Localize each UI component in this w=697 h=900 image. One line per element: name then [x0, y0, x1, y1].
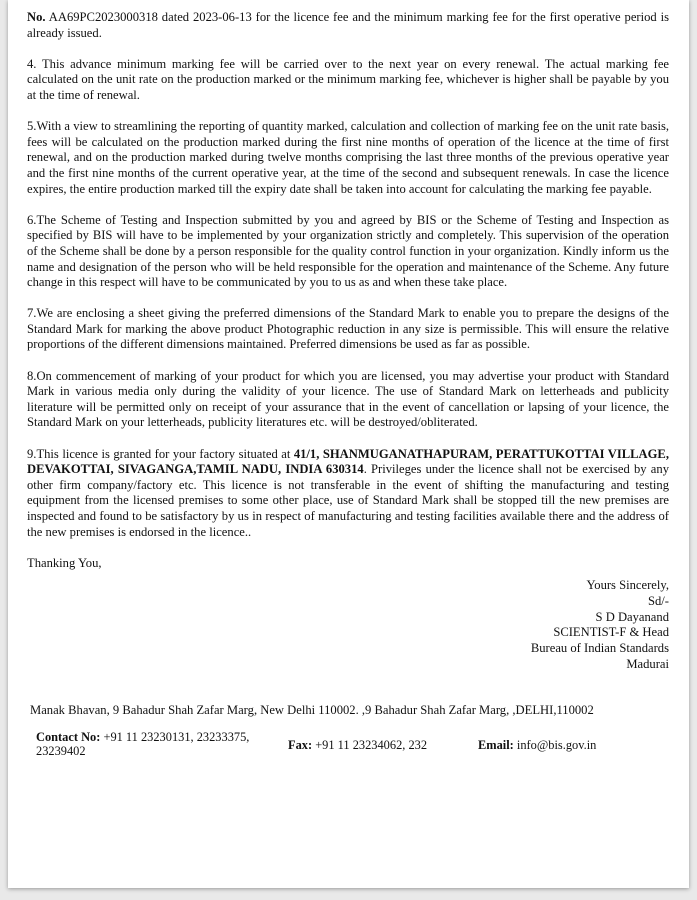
fax-label: Fax:	[288, 738, 313, 753]
invoice-reference-text: AA69PC2023000318 dated 2023-06-13 for the licence fee and the minimum marking fee for the first operative period is already issued.	[27, 10, 669, 40]
email-label: Email:	[478, 738, 514, 753]
footer-address: Manak Bhavan, 9 Bahadur Shah Zafar Marg, New Delhi 110002. ,9 Bahadur Shah Zafar Marg, ,DELHI,110002	[30, 702, 594, 717]
paragraph-9-conditions: . Privileges under the licence shall not be exercised by any other firm company/factory etc. This licence is not transferable in the event of shifting the manufacturing and testing equipment from the licensed premises to some other place, use of Standard Mark shall be stopped till the new premises are inspected and found to be satisfactory by us in respect of manufacturing and testing facilities available there and the address of the new premises is endorsed in the licence..	[27, 462, 669, 539]
invoice-number-label: No.	[27, 10, 46, 24]
contact-label: Contact No:	[36, 730, 101, 745]
signatory-name: S D Dayanand	[595, 609, 669, 624]
paragraph-7-standard-mark: 7.We are enclosing a sheet giving the preferred dimensions of the Standard Mark to enable you to prepare the designs of the Standard Mark for marking the above product Photographic reduction in any size is permissible. This will ensure the relative proportions of the different dimensions maintained. Preferred dimensions be used as far as possible.	[27, 306, 669, 352]
document-page	[8, 0, 689, 888]
paragraph-8-advertising: 8.On commencement of marking of your product for which you are licensed, you may advertise your product with Standard Mark in various media only during the validity of your licence. The use of Standard Mark on letterheads and publicity literature will be permitted only on receipt of your assurance that in the event of cancellation or lapsing of your licence, the Standard Mark on your letterheads, publicity literatures etc. will be destroyed/obliterated.	[27, 368, 669, 430]
footer-email	[478, 730, 596, 758]
footer-contact	[36, 730, 288, 758]
signature-salutation: Yours Sincerely,	[586, 578, 669, 593]
signatory-city: Madurai	[626, 656, 669, 671]
closing-line: Thanking You,	[27, 555, 102, 570]
signature-sd: Sd/-	[648, 594, 669, 609]
paragraph-9-intro: 9.This licence is granted for your factory situated at	[27, 446, 294, 461]
email-value: info@bis.gov.in	[513, 738, 597, 753]
contact-value: +91 11 23230131, 23233375, 23239402	[36, 730, 250, 759]
fax-value: +91 11 23234062, 232	[312, 738, 428, 753]
paragraph-4-advance-fee: 4. This advance minimum marking fee will be carried over to the next year on every renewal. The actual marking fee calculated on the unit rate on the production marked or the minimum marking fee, whichever is higher shall be payable by you at the time of renewal.	[27, 56, 669, 102]
footer-fax	[288, 730, 478, 758]
signatory-designation: SCIENTIST-F & Head	[553, 625, 669, 640]
paragraph-6-scheme-testing: 6.The Scheme of Testing and Inspection submitted by you and agreed by BIS or the Scheme of Testing and Inspection as specified by BIS will have to be implemented by your organization strictly and completely. This supervision of the operation of the Scheme shall be done by a person responsible for the quality control function in your organization. Kindly inform us the name and designation of the person who will be held responsible for the operation and maintenance of the Scheme. Any future change in this respect will have to be communicated by you to us as and when these take place.	[27, 212, 669, 290]
signatory-organization: Bureau of Indian Standards	[530, 641, 669, 656]
paragraph-5-fee-calculation: 5.With a view to streamlining the reporting of quantity marked, calculation and collection of marking fee on the unit rate basis, fees will be calculated on the production marked during the first nine months of operation of the licence at the time of first renewal, and on the production marked during twelve months comprising the last three months of the previous operative year and the first nine months of the current operative year, at the time of the second and subsequent renewals. In case the licence expires, the entire production marked till the expiry date shall be taken into account for calculating the marking fee payable.	[27, 119, 669, 196]
footer-contact-row	[27, 730, 669, 758]
signature-block	[27, 578, 669, 672]
paragraph-9-factory-licence	[27, 447, 669, 541]
factory-address: 41/1, SHANMUGANATHAPURAM, PERATTUKOTTAI VILLAGE, DEVAKOTTAI, SIVAGANGA,TAMIL NADU, INDIA 630314	[27, 446, 669, 477]
paragraph-invoice-reference	[27, 10, 669, 41]
